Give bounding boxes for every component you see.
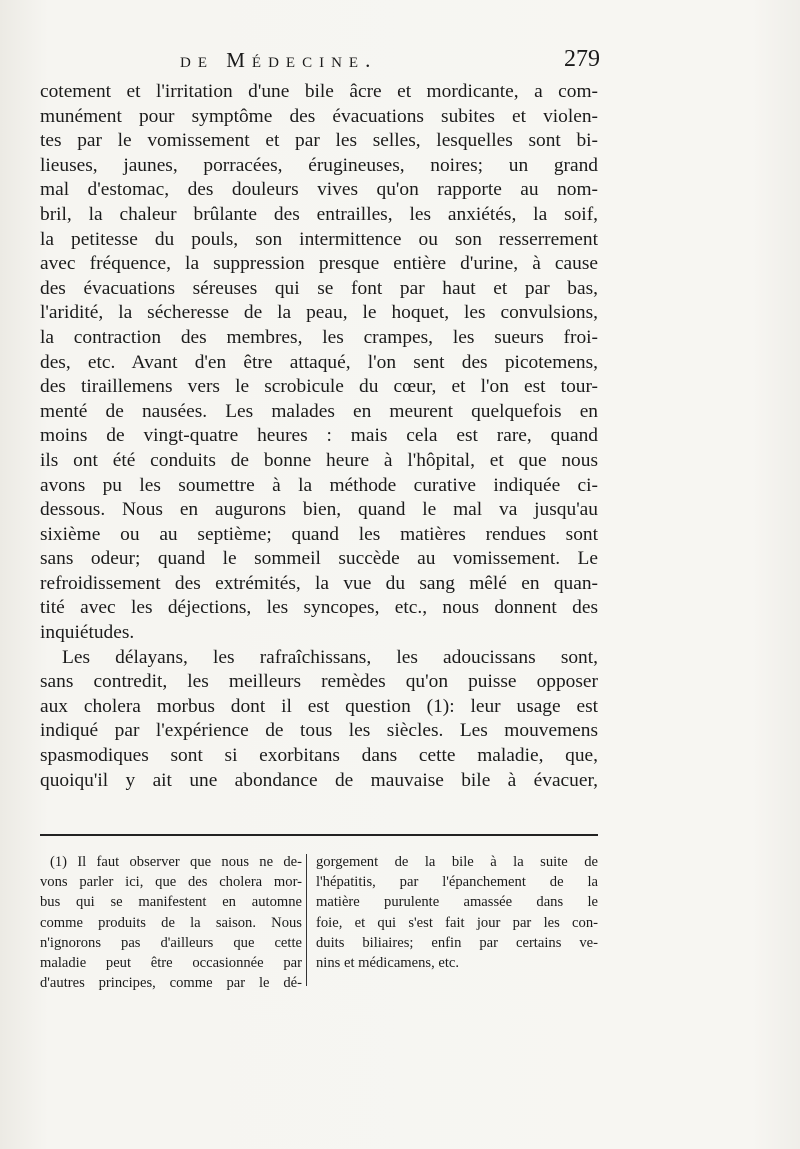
text-line: dessous. Nous en augurons bien, quand le mal va jusqu'au (40, 499, 598, 521)
text-line: refroidissement des extrémités, la vue du sang mêlé en quan- (40, 572, 598, 594)
text-line: tes par le vomissement et par les selles, lesquelles sont bi- (40, 130, 598, 152)
text-line: munément pour symptôme des évacuations subites et violen- (40, 105, 598, 127)
footnote-separator-rule (40, 834, 598, 836)
text-line: sixième ou au septième; quand les matières rendues sont (40, 523, 598, 545)
text-line: avons pu les soumettre à la méthode curative indiquée ci- (40, 474, 598, 496)
text-line: indiqué par l'expérience de tous les siècles. Les mouvemens (40, 720, 598, 742)
running-title: de Médecine. (180, 48, 378, 72)
footnote-line: bus qui se manifestent en automne (40, 894, 302, 911)
text-line: ils ont été conduits de bonne heure à l'hôpital, et que nous (40, 449, 598, 471)
text-line: la petitesse du pouls, son intermittence ou son resserrement (40, 228, 598, 250)
footnote (40, 852, 598, 992)
footnote-line: nins et médicamens, etc. (316, 954, 460, 971)
footnote-line: maladie peut être occasionnée par (40, 954, 302, 971)
text-line: la contraction des membres, les crampes, les sueurs froi- (40, 326, 598, 348)
page-header (40, 48, 600, 78)
text-line: des évacuations séreuses qui se font par haut et par bas, (40, 277, 598, 299)
paragraph-2 (40, 646, 598, 794)
footnote-line: comme produits de la saison. Nous (40, 914, 302, 931)
text-line: cotement et l'irritation d'une bile âcre et mordicante, a com- (40, 81, 598, 102)
text-line: l'aridité, la sécheresse de la peau, le hoquet, les convulsions, (40, 302, 598, 324)
footnote-line: matière purulente amassée dans le (316, 894, 598, 911)
text-line: mal d'estomac, des douleurs vives qu'on rapporte au nom- (40, 179, 598, 201)
main-text (40, 80, 598, 793)
footnote-line: gorgement de la bile à la suite de (316, 854, 598, 870)
text-line: des tiraillemens vers le scrobicule du cœur, et l'on est tour- (40, 376, 598, 398)
footnote-right-column (316, 852, 598, 973)
footnote-line: foie, et qui s'est fait jour par les con- (316, 914, 598, 931)
footnote-line: n'ignorons pas d'ailleurs que cette (40, 934, 302, 951)
footnote-line: vons parler ici, que des cholera mor- (40, 874, 302, 891)
text-line: quoiqu'il y ait une abondance de mauvaise bile à évacuer, (40, 769, 598, 791)
text-line: spasmodiques sont si exorbitans dans cette maladie, que, (40, 745, 598, 767)
text-line: sans contredit, les meilleurs remèdes qu'on puisse opposer (40, 671, 598, 693)
footnote-left-column (40, 852, 302, 993)
text-line: des, etc. Avant d'en être attaqué, l'on sent des picotemens, (40, 351, 598, 373)
page-number: 279 (564, 46, 600, 72)
text-line: avec fréquence, la suppression presque entière d'urine, à cause (40, 253, 598, 275)
footnote-column-divider (306, 854, 307, 986)
footnote-line: l'hépatitis, par l'épanchement de la (316, 874, 598, 891)
text-line: moins de vingt-quatre heures : mais cela est rare, quand (40, 425, 598, 447)
footnote-line: (1) Il faut observer que nous ne de- (50, 854, 302, 870)
paragraph-1 (40, 80, 598, 646)
text-line: menté de nausées. Les malades en meurent quelquefois en (40, 400, 598, 422)
text-line: sans odeur; quand le sommeil succède au vomissement. Le (40, 548, 598, 570)
text-line: inquiétudes. (40, 622, 135, 644)
text-line: lieuses, jaunes, porracées, érugineuses, noires; un grand (40, 154, 598, 176)
text-line: bril, la chaleur brûlante des entrailles, les anxiétés, la soif, (40, 203, 598, 225)
text-line: Les délayans, les rafraîchissans, les adoucissans sont, (62, 646, 598, 668)
footnote-line: duits biliaires; enfin par certains ve- (316, 934, 598, 951)
text-line: tité avec les déjections, les syncopes, etc., nous donnent des (40, 597, 598, 619)
footnote-line: d'autres principes, comme par le dé- (40, 975, 302, 992)
text-line: aux cholera morbus dont il est question (1): leur usage est (40, 695, 598, 717)
